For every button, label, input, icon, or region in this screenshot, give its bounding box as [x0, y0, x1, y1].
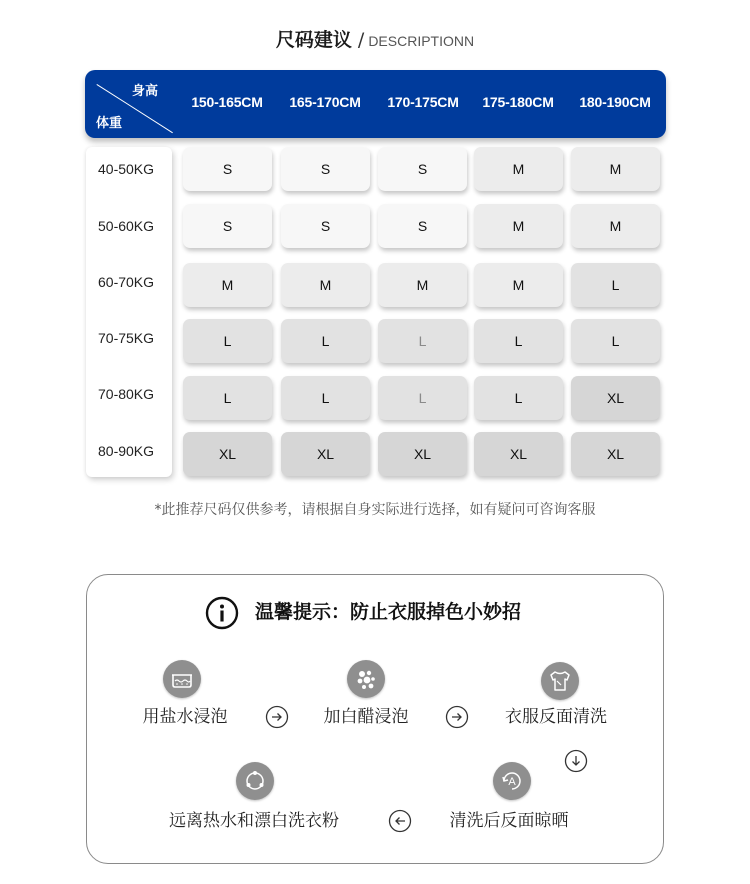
step-label-avoid-heat: 远离热水和漂白洗衣粉	[169, 811, 339, 831]
title-separator: /	[357, 29, 365, 51]
size-table-header	[85, 70, 666, 138]
size-cell: M	[474, 263, 563, 307]
arrow-right-icon	[445, 705, 469, 729]
size-cell: L	[474, 319, 563, 363]
size-cell: S	[378, 204, 467, 248]
size-cell: M	[281, 263, 370, 307]
size-cell: L	[378, 319, 467, 363]
size-cell: S	[281, 204, 370, 248]
size-cell: L	[281, 319, 370, 363]
size-cell: S	[281, 147, 370, 191]
size-cell: XL	[378, 432, 467, 476]
height-header-1: 150-165CM	[191, 94, 263, 110]
size-cell: S	[183, 204, 272, 248]
step-label-dry: 清洗后反面晾晒	[449, 811, 569, 831]
arrow-left-icon	[388, 809, 412, 833]
size-cell: M	[378, 263, 467, 307]
weight-label-3: 60-70KG	[98, 274, 155, 290]
size-cell: L	[281, 376, 370, 420]
size-cell: XL	[571, 432, 660, 476]
size-cell: M	[474, 147, 563, 191]
info-icon	[205, 596, 239, 630]
size-cell: S	[378, 147, 467, 191]
size-cell: XL	[571, 376, 660, 420]
height-header-2: 165-170CM	[289, 94, 361, 110]
shirt-icon	[541, 662, 579, 700]
size-cell: XL	[183, 432, 272, 476]
weight-label-6: 80-90KG	[98, 443, 155, 459]
svg-text:A: A	[508, 776, 516, 788]
weight-label-1: 40-50KG	[98, 161, 155, 177]
size-cell: L	[571, 263, 660, 307]
size-cell: S	[183, 147, 272, 191]
size-disclaimer-note: *此推荐尺码仅供参考，请根据自身实际进行选择，如有疑问可咨询客服	[154, 502, 596, 518]
table-corner-cell	[85, 70, 159, 138]
size-cell: L	[183, 376, 272, 420]
weight-label-5: 70-80KG	[98, 386, 155, 402]
height-axis-label: 身高	[132, 84, 159, 99]
height-header-5: 180-190CM	[579, 94, 651, 110]
step-label-salt-water: 用盐水浸泡	[142, 707, 228, 727]
size-cell: XL	[281, 432, 370, 476]
height-header-4: 175-180CM	[482, 94, 554, 110]
dry-inside-out-icon	[493, 762, 531, 800]
size-cell: L	[474, 376, 563, 420]
step-label-vinegar: 加白醋浸泡	[323, 707, 409, 727]
weight-axis-label: 体重	[96, 116, 123, 131]
weight-label-2: 50-60KG	[98, 218, 155, 234]
size-cell: M	[571, 147, 660, 191]
vinegar-drops-icon	[347, 660, 385, 698]
size-cell: M	[183, 263, 272, 307]
care-tips-title: 温馨提示：防止衣服掉色小妙招	[255, 601, 522, 623]
height-header-3: 170-175CM	[387, 94, 459, 110]
weight-column	[86, 147, 172, 477]
arrow-down-icon	[564, 749, 588, 773]
size-cell: M	[474, 204, 563, 248]
weight-label-4: 70-75KG	[98, 330, 155, 346]
title-chinese: 尺码建议	[275, 29, 352, 51]
size-cell: L	[378, 376, 467, 420]
title-english: DESCRIPTIONN	[368, 33, 475, 49]
page-title	[0, 26, 750, 55]
size-cell: L	[183, 319, 272, 363]
salt-water-basin-icon	[163, 660, 201, 698]
avoid-bleach-icon	[236, 762, 274, 800]
step-label-inside-out: 衣服反面清洗	[505, 707, 607, 727]
size-cell: XL	[474, 432, 563, 476]
arrow-right-icon	[265, 705, 289, 729]
size-cell: L	[571, 319, 660, 363]
size-cell: M	[571, 204, 660, 248]
